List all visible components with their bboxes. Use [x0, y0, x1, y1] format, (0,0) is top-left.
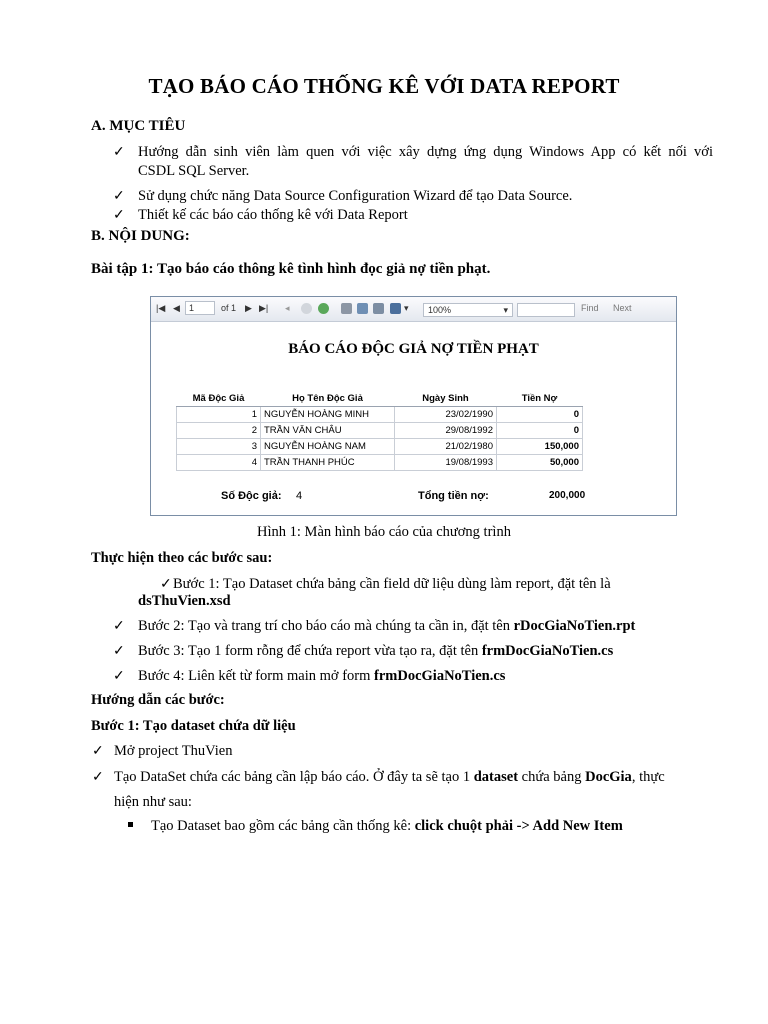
debt-amount: 50,000 — [497, 455, 583, 471]
guide-text: chứa bảng — [518, 769, 586, 785]
reader-name: NGUYỄN HOÀNG NAM — [261, 439, 395, 455]
check-mark: ✓ — [92, 770, 104, 785]
guide-bold-action: click chuột phải -> Add New Item — [414, 818, 623, 834]
report-screenshot — [150, 296, 677, 516]
step-2-text: Bước 2: Tạo và trang trí cho báo cáo mà chúng ta cần in, đặt tên — [138, 618, 514, 634]
reader-id: 1 — [177, 407, 261, 423]
check-mark: ✓ — [160, 577, 172, 592]
column-header: Ngày Sinh — [395, 391, 497, 407]
step-1-line-1: Bước 1: Tạo Dataset chứa bảng cần field dữ liệu dùng làm report, đặt tên là — [173, 576, 611, 592]
guide-item-1: Mở project ThuVien — [114, 743, 233, 759]
table-row — [177, 455, 583, 471]
next-page-icon[interactable]: ▶ — [245, 303, 252, 313]
guide-bold-dataset: dataset — [473, 769, 519, 785]
reader-id: 3 — [177, 439, 261, 455]
figure-caption: Hình 1: Màn hình báo cáo của chương trình — [257, 524, 511, 540]
step-4-filename: frmDocGiaNoTien.cs — [374, 668, 506, 684]
guide-text: Tạo DataSet chứa các bảng cần lập báo cáo. Ở đây ta sẽ tạo 1 — [114, 769, 474, 785]
print-icon[interactable] — [341, 303, 352, 314]
report-toolbar — [151, 297, 676, 322]
check-mark: ✓ — [113, 189, 125, 204]
birth-date: 21/02/1980 — [395, 439, 497, 455]
step-3 — [138, 642, 613, 661]
refresh-icon[interactable] — [318, 303, 329, 314]
zoom-value: 100% — [428, 305, 452, 315]
check-mark: ✓ — [113, 644, 125, 659]
export-icon[interactable] — [390, 303, 401, 314]
report-table — [176, 391, 583, 471]
section-b-heading: B. NỘI DUNG: — [91, 228, 190, 244]
document-title: TẠO BÁO CÁO THỐNG KÊ VỚI DATA REPORT — [148, 74, 620, 98]
guide-item-3 — [151, 817, 623, 836]
exercise-1-heading: Bài tập 1: Tạo báo cáo thông kê tình hình đọc giả nợ tiền phạt. — [91, 261, 491, 277]
objective-3: Thiết kế các báo cáo thống kê với Data Report — [138, 207, 408, 223]
step-2-filename: rDocGiaNoTien.rpt — [513, 618, 636, 634]
bullet-icon — [128, 822, 133, 827]
reader-name: TRẦN VĂN CHÂU — [261, 423, 395, 439]
debt-amount: 0 — [497, 407, 583, 423]
check-mark: ✓ — [113, 669, 125, 684]
page-number-input[interactable]: 1 — [185, 301, 215, 315]
back-icon[interactable]: ◂ — [285, 303, 290, 313]
print-layout-icon[interactable] — [357, 303, 368, 314]
objective-2: Sử dụng chức năng Data Source Configuration Wizard để tạo Data Source. — [138, 188, 573, 204]
prev-page-icon[interactable]: ◀ — [173, 303, 180, 313]
total-debt-value: 200,000 — [549, 490, 586, 501]
section-a-heading: A. MỤC TIÊU — [91, 118, 186, 134]
chevron-down-icon[interactable]: ▾ — [404, 303, 409, 313]
reader-id: 4 — [177, 455, 261, 471]
column-header: Mã Độc Giả — [177, 391, 261, 407]
column-header: Họ Tên Độc Giả — [261, 391, 395, 407]
check-mark: ✓ — [92, 744, 104, 759]
check-mark: ✓ — [113, 208, 125, 223]
birth-date: 19/08/1993 — [395, 455, 497, 471]
reader-count-label: Số Độc giả: — [221, 490, 282, 502]
find-input[interactable] — [517, 303, 575, 317]
check-mark: ✓ — [113, 145, 125, 160]
debt-amount: 0 — [497, 423, 583, 439]
birth-date: 29/08/1992 — [395, 423, 497, 439]
birth-date: 23/02/1990 — [395, 407, 497, 423]
first-page-icon[interactable]: |◀ — [156, 303, 166, 313]
column-header: Tiền Nợ — [497, 391, 583, 407]
steps-heading: Thực hiện theo các bước sau: — [91, 550, 273, 566]
check-mark: ✓ — [113, 619, 125, 634]
zoom-select[interactable] — [423, 303, 513, 317]
table-row — [177, 407, 583, 423]
guide-text: , thực — [631, 769, 665, 785]
reader-name: TRẦN THANH PHÚC — [261, 455, 395, 471]
reader-name: NGUYỄN HOÀNG MINH — [261, 407, 395, 423]
next-button[interactable]: Next — [613, 303, 632, 313]
guide-item-2-line-1 — [114, 768, 665, 787]
chevron-down-icon: ▾ — [503, 305, 508, 315]
last-page-icon[interactable]: ▶| — [259, 303, 269, 313]
guide-heading: Hướng dẫn các bước: — [91, 692, 225, 708]
reader-count-value: 4 — [296, 490, 303, 502]
step-3-filename: frmDocGiaNoTien.cs — [481, 643, 614, 659]
objective-1-line-2: CSDL SQL Server. — [138, 163, 250, 179]
step-3-text: Bước 3: Tạo 1 form rỗng để chứa report vừa tạo ra, đặt tên — [138, 643, 482, 659]
debt-amount: 150,000 — [497, 439, 583, 455]
table-row — [177, 423, 583, 439]
total-debt-label: Tổng tiền nợ: — [418, 490, 489, 502]
reader-id: 2 — [177, 423, 261, 439]
report-title: BÁO CÁO ĐỘC GIẢ NỢ TIỀN PHẠT — [288, 341, 539, 357]
stop-icon[interactable] — [301, 303, 312, 314]
table-row — [177, 439, 583, 455]
step-4-text: Bước 4: Liên kết từ form main mở form — [138, 668, 375, 684]
guide-item-2-line-2: hiện như sau: — [114, 794, 192, 810]
step-1-filename: dsThuVien.xsd — [138, 593, 231, 609]
step-4 — [138, 667, 505, 686]
objective-1-line-1: Hướng dẫn sinh viên làm quen với việc xây dựng ứng dụng Windows App có kết nối với — [138, 144, 713, 160]
find-button[interactable]: Find — [581, 303, 599, 313]
step-2 — [138, 617, 635, 636]
page-count: of 1 — [221, 303, 237, 313]
guide-bold-docgia: DocGia — [585, 769, 632, 785]
step-1-heading: Bước 1: Tạo dataset chứa dữ liệu — [91, 718, 296, 734]
page-setup-icon[interactable] — [373, 303, 384, 314]
guide-text: Tạo Dataset bao gồm các bảng cần thống kê: — [151, 818, 415, 834]
